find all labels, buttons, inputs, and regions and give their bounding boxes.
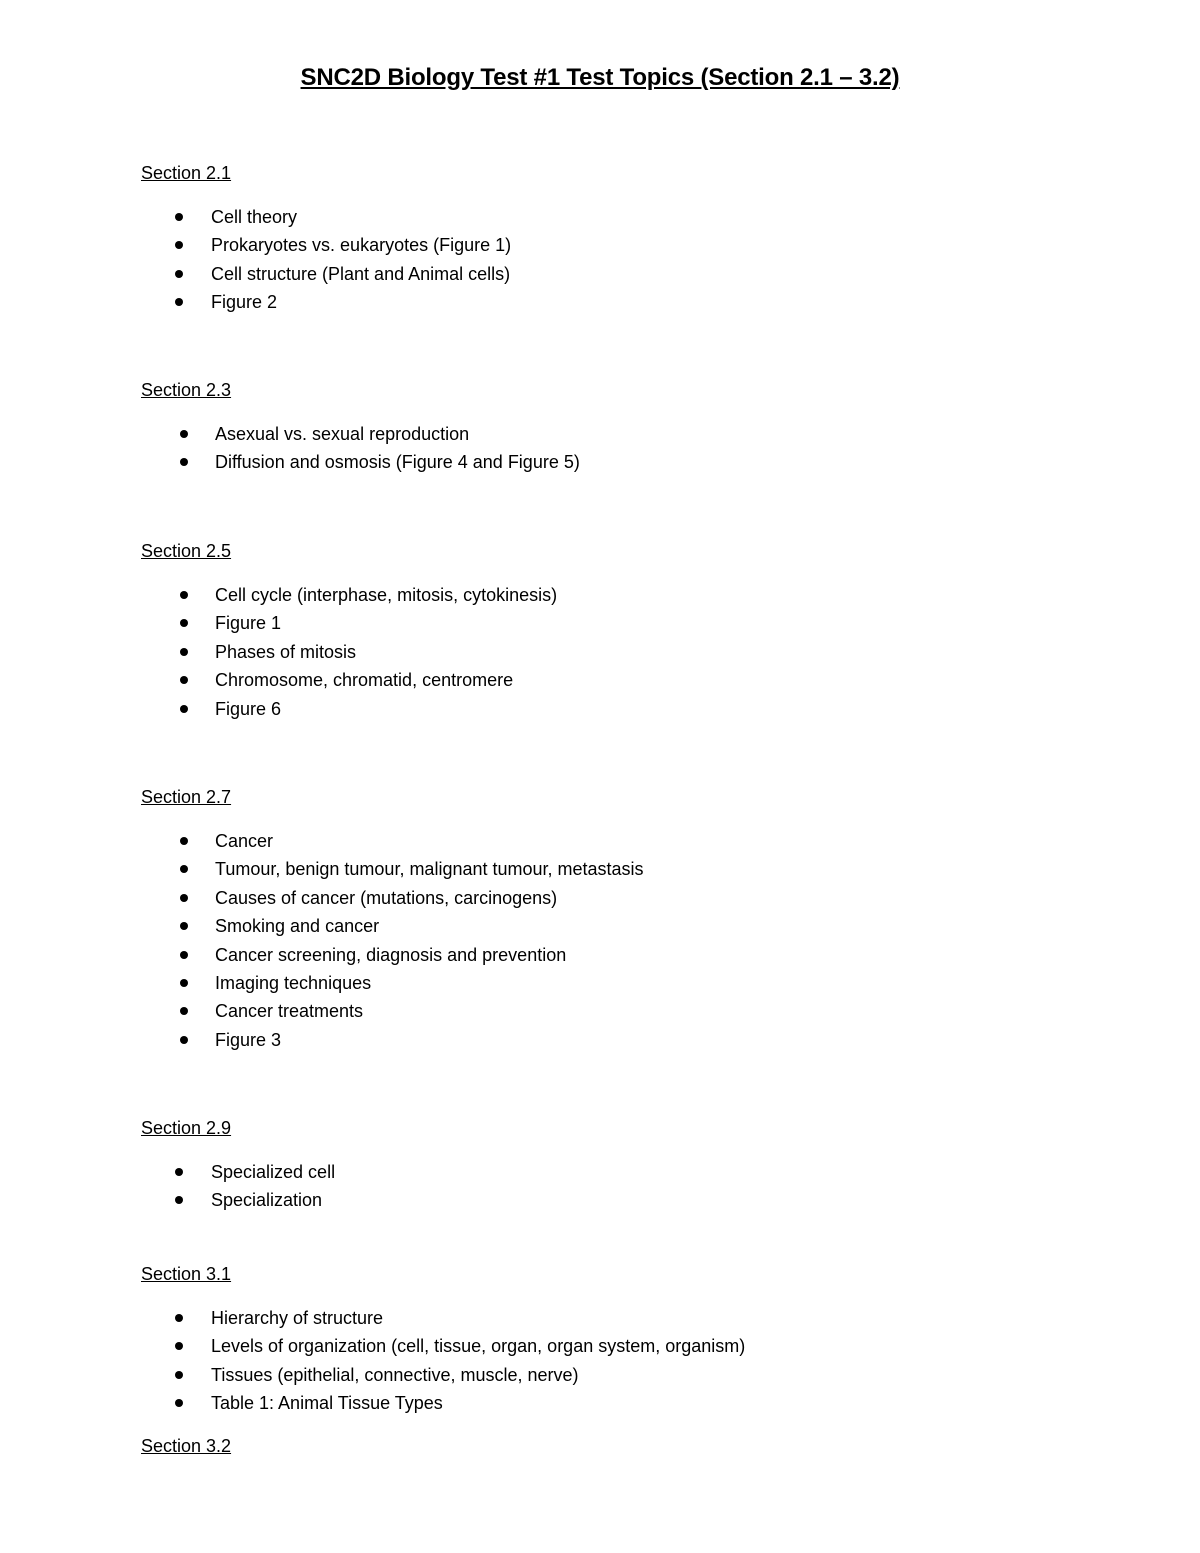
list-item: Chromosome, chromatid, centromere — [141, 669, 231, 697]
bullet-icon — [175, 241, 183, 249]
list-item: Imaging techniques — [141, 972, 231, 1000]
list-item: Figure 6 — [141, 698, 231, 726]
section-2-7 — [141, 786, 644, 1057]
list-item: Cancer treatments — [141, 1000, 231, 1028]
bullet-icon — [175, 1168, 183, 1176]
list-item: Causes of cancer (mutations, carcinogens) — [141, 887, 231, 915]
list-item: Diffusion and osmosis (Figure 4 and Figure 5) — [141, 451, 231, 479]
section-2-5 — [141, 540, 558, 726]
bullet-icon — [175, 1314, 183, 1322]
topic-list — [141, 1161, 336, 1218]
topic-list — [141, 206, 512, 320]
bullet-icon — [175, 298, 183, 306]
section-3-1 — [141, 1263, 746, 1421]
bullet-icon — [180, 676, 188, 684]
bullet-icon — [180, 648, 188, 656]
list-item: Cancer screening, diagnosis and prevention — [141, 944, 231, 972]
list-item: Cell structure (Plant and Animal cells) — [141, 263, 231, 291]
bullet-icon — [175, 1399, 183, 1407]
topic-list — [141, 1307, 746, 1421]
list-item: Cell cycle (interphase, mitosis, cytokinesis) — [141, 584, 231, 612]
bullet-icon — [180, 591, 188, 599]
section-2-9 — [141, 1117, 336, 1218]
list-item: Figure 3 — [141, 1029, 231, 1057]
section-heading: Section 2.5 — [141, 541, 232, 561]
bullet-icon — [175, 1342, 183, 1350]
list-item: Hierarchy of structure — [141, 1307, 231, 1335]
list-item: Smoking and cancer — [141, 915, 231, 943]
bullet-icon — [175, 270, 183, 278]
topic-list — [141, 830, 644, 1057]
bullet-icon — [180, 894, 188, 902]
section-heading: Section 2.3 — [141, 380, 232, 400]
list-item: Figure 2 — [141, 291, 231, 319]
list-item: Figure 1 — [141, 612, 231, 640]
bullet-icon — [180, 1007, 188, 1015]
list-item: Prokaryotes vs. eukaryotes (Figure 1) — [141, 234, 231, 262]
section-heading: Section 3.1 — [141, 1264, 232, 1284]
list-item: Cell theory — [141, 206, 231, 234]
list-item: Tumour, benign tumour, malignant tumour, metastasis — [141, 858, 231, 886]
topic-list — [141, 423, 580, 480]
list-item: Specialization — [141, 1189, 231, 1217]
bullet-icon — [180, 979, 188, 987]
topic-list — [141, 584, 558, 726]
page-title: SNC2D Biology Test #1 Test Topics (Section 2.1 – 3.2) — [300, 64, 900, 91]
bullet-icon — [180, 837, 188, 845]
list-item: Tissues (epithelial, connective, muscle, nerve) — [141, 1364, 231, 1392]
bullet-icon — [180, 619, 188, 627]
section-heading: Section 2.7 — [141, 787, 232, 807]
bullet-icon — [180, 1036, 188, 1044]
bullet-icon — [175, 1371, 183, 1379]
list-item: Specialized cell — [141, 1161, 231, 1189]
bullet-icon — [180, 865, 188, 873]
list-item: Table 1: Animal Tissue Types — [141, 1392, 231, 1420]
bullet-icon — [180, 458, 188, 466]
list-item: Cancer — [141, 830, 231, 858]
section-heading: Section 2.1 — [141, 163, 232, 183]
section-heading: Section 2.9 — [141, 1118, 232, 1138]
bullet-icon — [175, 213, 183, 221]
bullet-icon — [175, 1196, 183, 1204]
list-item: Phases of mitosis — [141, 641, 231, 669]
bullet-icon — [180, 951, 188, 959]
bullet-icon — [180, 705, 188, 713]
section-2-1 — [141, 162, 512, 320]
bullet-icon — [180, 922, 188, 930]
section-2-3 — [141, 379, 580, 480]
list-item: Asexual vs. sexual reproduction — [141, 423, 231, 451]
bullet-icon — [180, 430, 188, 438]
section-3-2 — [141, 1435, 231, 1457]
list-item: Levels of organization (cell, tissue, organ, organ system, organism) — [141, 1335, 231, 1363]
section-heading: Section 3.2 — [141, 1436, 232, 1456]
